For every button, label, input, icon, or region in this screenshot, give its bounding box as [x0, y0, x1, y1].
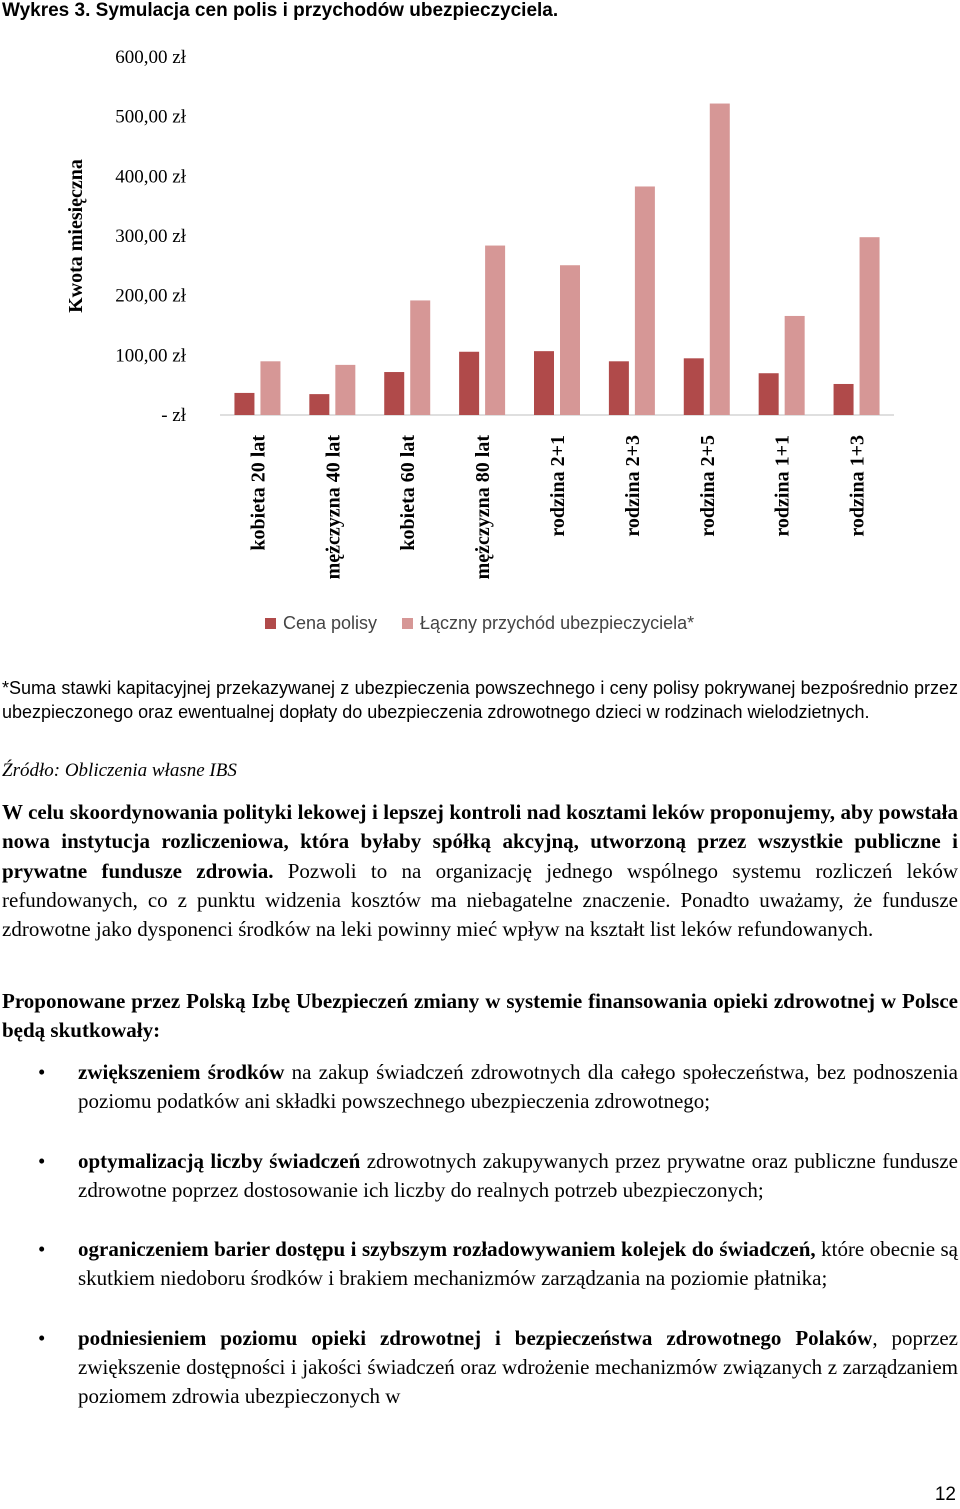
x-tick-label: rodzina 1+1	[771, 435, 794, 537]
legend-swatch	[402, 618, 413, 629]
bar-laczny-przychod	[635, 186, 655, 415]
list-item-text: które obecnie są skutkiem niedoboru środków i brakiem mechanizmów zarządzania na poziomie płatnika;	[78, 1237, 958, 1291]
bar-cena-polisy	[534, 351, 554, 415]
body-paragraph	[2, 798, 958, 944]
y-tick-label: 400,00 zł	[115, 166, 186, 188]
x-tick-label: rodzina 1+3	[846, 435, 869, 537]
bar-laczny-przychod	[335, 365, 355, 415]
bullet-icon: •	[38, 1148, 46, 1173]
legend-swatch	[265, 618, 276, 629]
list-item-bold: ograniczeniem barier dostępu i szybszym rozładowywaniem kolejek do świadczeń,	[78, 1237, 816, 1262]
legend-label: Cena polisy	[283, 613, 378, 633]
list-item-bold: podniesieniem poziomu opieki zdrowotnej i bezpieczeństwa zdrowotnego Polaków	[78, 1325, 873, 1350]
x-tick-label: rodzina 2+1	[547, 435, 569, 537]
bar-laczny-przychod	[860, 237, 880, 415]
figure-title: Wykres 3. Symulacja cen polis i przychodów ubezpieczyciela.	[2, 0, 559, 21]
bullet-icon: •	[38, 1060, 46, 1084]
legend-label: Łączny przychód ubezpieczyciela*	[420, 613, 695, 633]
list-item-text: , poprzez zwiększenie dostępności i jakości świadczeń oraz wdrożenie mechanizmów związanych z zarządzaniem poziomem zdrowia ubezpieczonych w	[78, 1325, 958, 1409]
bar-chart	[60, 40, 900, 650]
x-tick-label: kobieta 20 lat	[247, 435, 270, 551]
paragraph-normal-text: Pozwoli to na organizację jednego wspólnego systemu rozliczeń leków refundowanych, co z punktu widzenia kosztów ma niebagatelne znaczenie. Ponadto uważamy, że fundusze zdrowotne jako dysponenci środków na leki powinny mieć wpływ na kształt list leków refundowanych.	[2, 858, 958, 942]
y-tick-label: 200,00 zł	[115, 285, 186, 307]
chart-footnote: *Suma stawki kapitacyjnej przekazywanej z ubezpieczenia powszechnego i ceny polisy pokrywanej bezpośrednio przez ubezpieczonego oraz ewentualnej dopłaty do ubezpieczenia zdrowotnego dzieci w rodzinach wielodzietnych.	[2, 678, 958, 722]
bar-cena-polisy	[384, 372, 404, 415]
x-tick-label: kobieta 60 lat	[397, 435, 420, 551]
section-heading: Proponowane przez Polską Izbę Ubezpieczeń zmiany w systemie finansowania opieki zdrowotnej w Polsce będą skutkowały:	[2, 989, 958, 1043]
paragraph-bold-text: W celu skoordynowania polityki lekowej i lepszej kontroli nad kosztami leków proponujemy, aby powstała nowa instytucja rozliczeniowa, która byłaby spółką akcyjną, utworzoną przez wszystkie publiczne i prywatne fundusze zdrowia.	[2, 800, 958, 883]
y-tick-label: 300,00 zł	[115, 226, 186, 247]
bar-cena-polisy	[609, 361, 629, 415]
bar-cena-polisy	[234, 393, 254, 415]
list-item	[2, 1324, 958, 1412]
bar-laczny-przychod	[785, 316, 805, 415]
bar-laczny-przychod	[260, 361, 280, 415]
bar-laczny-przychod	[710, 104, 730, 415]
list-item-text: zdrowotnych zakupywanych przez prywatne oraz publiczne fundusze zdrowotne poprzez dostosowanie ich liczby do realnych potrzeb ubezpieczonych;	[78, 1148, 958, 1202]
effects-list	[2, 1058, 958, 1442]
list-item	[2, 1235, 958, 1294]
bar-cena-polisy	[309, 394, 329, 415]
bar-laczny-przychod	[560, 265, 580, 415]
bar-laczny-przychod	[410, 300, 430, 415]
source-note: Źródło: Obliczenia własne IBS	[2, 760, 237, 781]
y-tick-label: 100,00 zł	[115, 345, 186, 367]
x-tick-label: mężczyzna 40 lat	[322, 435, 345, 580]
bar-cena-polisy	[834, 384, 854, 415]
x-tick-label: rodzina 2+5	[696, 435, 719, 537]
page-number: 12	[934, 1484, 956, 1505]
y-tick-label: 500,00 zł	[115, 106, 186, 128]
y-tick-label: - zł	[161, 405, 186, 426]
bullet-icon: •	[38, 1325, 46, 1350]
bar-cena-polisy	[759, 373, 779, 415]
list-item	[2, 1147, 958, 1206]
list-item-text: na zakup świadczeń zdrowotnych dla całego społeczeństwa, bez podnoszenia poziomu podatków ani składki powszechnego ubezpieczenia zdrowotnego;	[78, 1060, 958, 1114]
list-item	[2, 1058, 958, 1117]
list-item-bold: zwiększeniem środków	[78, 1060, 285, 1084]
bullet-icon: •	[38, 1237, 46, 1262]
list-item-bold: optymalizacją liczby świadczeń	[78, 1148, 361, 1173]
bar-laczny-przychod	[485, 246, 505, 415]
x-tick-label: mężczyzna 80 lat	[472, 434, 495, 580]
y-tick-label: 600,00 zł	[115, 47, 186, 68]
x-tick-label: rodzina 2+3	[621, 435, 644, 537]
bar-cena-polisy	[459, 352, 479, 415]
bar-cena-polisy	[684, 358, 704, 415]
y-axis-title: Kwota miesięczna	[65, 159, 87, 313]
